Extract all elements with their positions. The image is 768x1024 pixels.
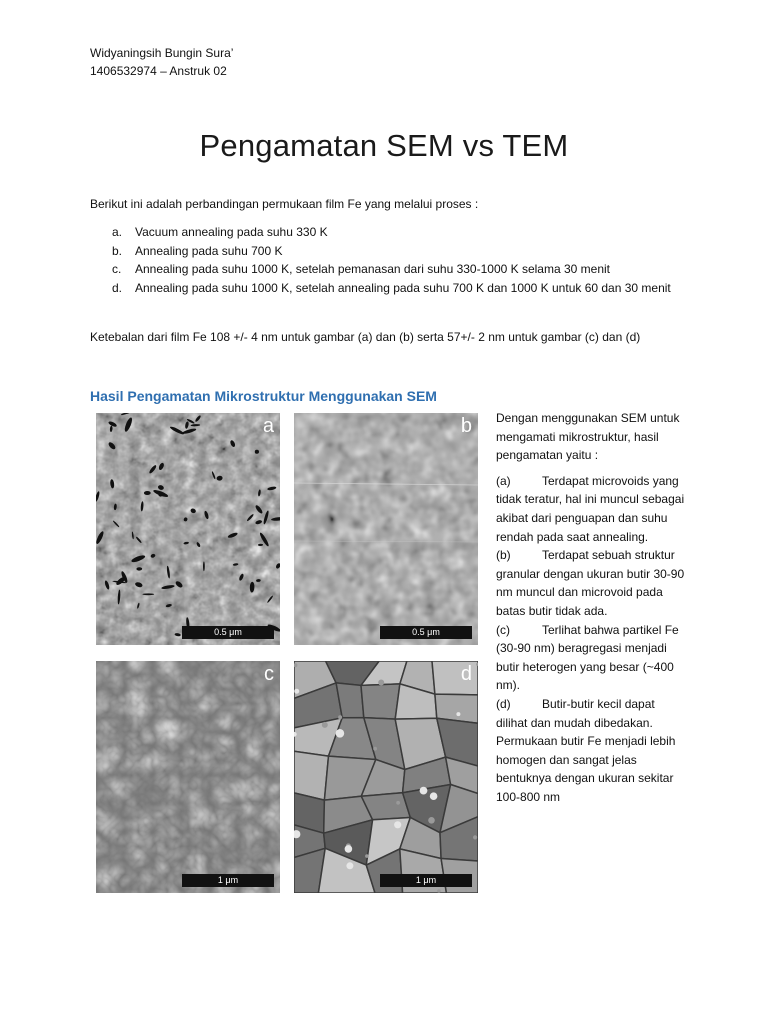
observation-text: Terdapat sebuah struktur granular dengan ukuran butir 30-90 nm muncul dan microvoid pada batas butir tidak ada. [496, 548, 685, 618]
sem-micrograph-a [96, 413, 280, 645]
small-grain-mark [456, 712, 460, 716]
observation-item [496, 695, 686, 807]
list-item [112, 279, 672, 298]
list-item [112, 260, 672, 279]
author-block [90, 44, 233, 80]
observation-text: Terdapat microvoids yang tidak teratur, hal ini muncul sebagai akibat dari penguapan dan suhu rendah pada saat annealing. [496, 473, 685, 544]
small-grain-mark [396, 801, 400, 805]
author-id: 1406532974 – Anstruk 02 [90, 64, 227, 78]
list-item [112, 223, 672, 242]
small-grain-mark [336, 729, 345, 738]
small-grain-mark [346, 862, 353, 869]
panel-label: a [262, 415, 274, 437]
scale-bar: 1 μm [182, 874, 274, 887]
sem-panel-b [294, 413, 478, 645]
process-list [112, 223, 672, 297]
small-grain-mark [373, 747, 377, 751]
grain-mark [361, 684, 400, 719]
sem-panel-a [96, 413, 280, 645]
sem-panel-d [294, 661, 478, 893]
observation-text: Terlihat bahwa partikel Fe (30-90 nm) beragregasi menjadi butir heterogen yang besar (~400 nm). [496, 622, 679, 693]
intro-text: Berikut ini adalah perbandingan permukaan film Fe yang melalui proses : [90, 197, 479, 211]
panel-label: c [264, 663, 274, 685]
sem-micrograph-c [96, 661, 280, 893]
list-marker: c. [112, 262, 122, 276]
small-grain-mark [428, 817, 435, 824]
void-mark [142, 593, 154, 595]
observation-text: Butir-butir kecil dapat dilihat dan mudah dibedakan. Permukaan butir Fe menjadi lebih homogen dan sangat jelas bentuknya dengan ukuran sekitar 100-800 nm [496, 696, 676, 804]
observations-lead: Dengan menggunakan SEM untuk mengamati mikrostruktur, hasil pengamatan yaitu : [496, 411, 680, 463]
page-title: Pengamatan SEM vs TEM [199, 128, 569, 163]
sem-figure [96, 413, 478, 893]
observation-item [496, 472, 686, 546]
observation-item [496, 546, 686, 620]
observation-tag: (d) [496, 696, 511, 711]
list-item [112, 242, 672, 261]
observation-tag: (c) [496, 622, 510, 637]
small-grain-mark [394, 821, 401, 828]
list-text: Vacuum annealing pada suhu 330 K [135, 225, 328, 239]
list-marker: b. [112, 243, 123, 258]
small-grain-mark [437, 889, 441, 893]
observation-item [496, 621, 686, 695]
small-grain-mark [345, 845, 353, 853]
list-marker: d. [112, 280, 123, 295]
observations-column [496, 409, 686, 806]
scale-bar: 1 μm [380, 874, 472, 887]
small-grain-mark [338, 715, 342, 719]
list-marker: a. [112, 225, 123, 239]
panel-label: b [460, 415, 472, 437]
author-name: Widyaningsih Bungin Sura’ [90, 46, 234, 60]
sem-micrograph-d [294, 661, 478, 893]
sem-micrograph-b [294, 413, 478, 645]
list-text: Annealing pada suhu 1000 K, setelah annealing pada suhu 700 K dan 1000 K untuk 60 dan 30 menit [135, 280, 671, 295]
list-text: Annealing pada suhu 700 K [135, 243, 283, 258]
scale-bar: 0.5 μm [182, 626, 274, 639]
small-grain-mark [420, 787, 428, 795]
grain-mark [294, 751, 329, 800]
small-grain-mark [365, 854, 369, 858]
thickness-text: Ketebalan dari film Fe 108 +/- 4 nm untuk gambar (a) dan (b) serta 57+/- 2 nm untuk gambar (c) dan (d) [90, 330, 641, 344]
panel-label: d [460, 663, 472, 685]
observation-tag: (a) [496, 473, 511, 488]
small-grain-mark [430, 792, 438, 800]
list-text: Annealing pada suhu 1000 K, setelah pemanasan dari suhu 330-1000 K selama 30 menit [135, 262, 611, 276]
scale-bar: 0.5 μm [380, 626, 472, 639]
sem-panel-c [96, 661, 280, 893]
small-grain-mark [378, 680, 384, 686]
void-mark [203, 561, 205, 571]
small-grain-mark [473, 835, 477, 839]
observation-tag: (b) [496, 548, 511, 563]
small-grain-mark [322, 722, 328, 728]
small-grain-mark [294, 689, 299, 694]
section-heading: Hasil Pengamatan Mikrostruktur Menggunakan SEM [90, 388, 437, 404]
